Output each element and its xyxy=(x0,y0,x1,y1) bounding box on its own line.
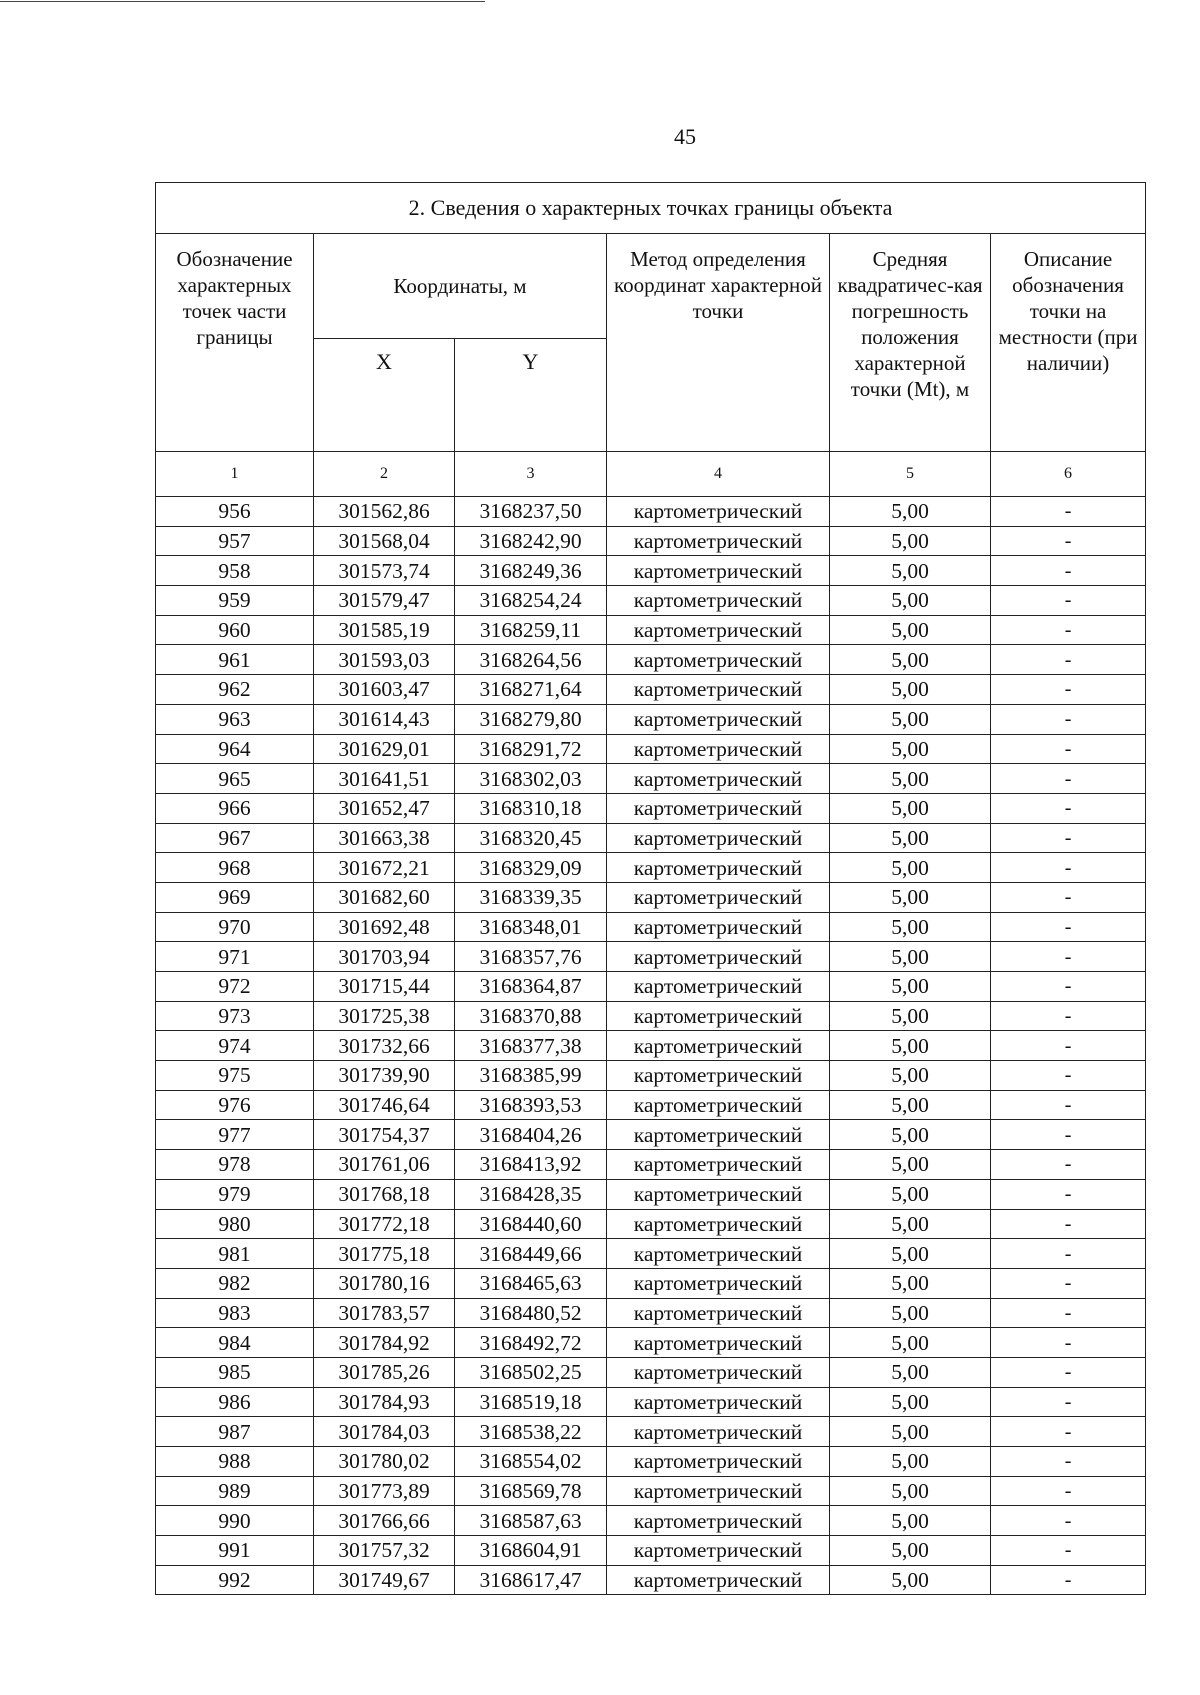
error-cell: 5,00 xyxy=(830,942,991,972)
y-coordinate-cell: 3168279,80 xyxy=(455,704,607,734)
table-row xyxy=(156,1001,1146,1031)
error-cell: 5,00 xyxy=(830,556,991,586)
y-coordinate-cell: 3168339,35 xyxy=(455,882,607,912)
y-coordinate-cell: 3168554,02 xyxy=(455,1447,607,1477)
y-coordinate-cell: 3168440,60 xyxy=(455,1209,607,1239)
table-row xyxy=(156,793,1146,823)
description-cell: - xyxy=(991,823,1146,853)
error-cell: 5,00 xyxy=(830,526,991,556)
error-cell: 5,00 xyxy=(830,823,991,853)
page-number: 45 xyxy=(674,124,696,149)
table-row xyxy=(156,1239,1146,1269)
description-cell: - xyxy=(991,793,1146,823)
error-cell: 5,00 xyxy=(830,1209,991,1239)
y-coordinate-cell: 3168587,63 xyxy=(455,1506,607,1536)
table-row xyxy=(156,1536,1146,1566)
description-cell: - xyxy=(991,1387,1146,1417)
x-coordinate-cell: 301579,47 xyxy=(314,586,455,616)
description-cell: - xyxy=(991,675,1146,705)
method-cell: картометрический xyxy=(607,1179,830,1209)
table-row xyxy=(156,526,1146,556)
table-row xyxy=(156,882,1146,912)
method-cell: картометрический xyxy=(607,1150,830,1180)
column-number: 2 xyxy=(314,452,455,497)
y-coordinate-cell: 3168428,35 xyxy=(455,1179,607,1209)
x-coordinate-cell: 301784,03 xyxy=(314,1417,455,1447)
y-coordinate-cell: 3168370,88 xyxy=(455,1001,607,1031)
method-cell: картометрический xyxy=(607,853,830,883)
description-cell: - xyxy=(991,1001,1146,1031)
y-coordinate-cell: 3168604,91 xyxy=(455,1536,607,1566)
x-coordinate-cell: 301573,74 xyxy=(314,556,455,586)
description-cell: - xyxy=(991,1506,1146,1536)
point-id-cell: 968 xyxy=(156,853,314,883)
error-cell: 5,00 xyxy=(830,1476,991,1506)
y-coordinate-cell: 3168413,92 xyxy=(455,1150,607,1180)
description-cell: - xyxy=(991,526,1146,556)
error-cell: 5,00 xyxy=(830,704,991,734)
description-cell: - xyxy=(991,882,1146,912)
method-cell: картометрический xyxy=(607,526,830,556)
error-cell: 5,00 xyxy=(830,1565,991,1595)
point-id-cell: 986 xyxy=(156,1387,314,1417)
method-cell: картометрический xyxy=(607,1357,830,1387)
method-cell: картометрический xyxy=(607,1061,830,1091)
header-x: X xyxy=(314,339,455,452)
table-row xyxy=(156,1061,1146,1091)
x-coordinate-cell: 301629,01 xyxy=(314,734,455,764)
point-id-cell: 965 xyxy=(156,764,314,794)
point-id-cell: 987 xyxy=(156,1417,314,1447)
x-coordinate-cell: 301746,64 xyxy=(314,1090,455,1120)
point-id-cell: 956 xyxy=(156,497,314,527)
x-coordinate-cell: 301761,06 xyxy=(314,1150,455,1180)
description-cell: - xyxy=(991,1357,1146,1387)
x-coordinate-cell: 301784,92 xyxy=(314,1328,455,1358)
description-cell: - xyxy=(991,1417,1146,1447)
error-cell: 5,00 xyxy=(830,645,991,675)
description-cell: - xyxy=(991,1298,1146,1328)
table-row xyxy=(156,1150,1146,1180)
description-cell: - xyxy=(991,1150,1146,1180)
method-cell: картометрический xyxy=(607,882,830,912)
table-row xyxy=(156,704,1146,734)
x-coordinate-cell: 301780,16 xyxy=(314,1268,455,1298)
y-coordinate-cell: 3168480,52 xyxy=(455,1298,607,1328)
error-cell: 5,00 xyxy=(830,1150,991,1180)
column-number: 4 xyxy=(607,452,830,497)
table-row xyxy=(156,1209,1146,1239)
column-number: 6 xyxy=(991,452,1146,497)
table-row xyxy=(156,1476,1146,1506)
x-coordinate-cell: 301732,66 xyxy=(314,1031,455,1061)
point-id-cell: 989 xyxy=(156,1476,314,1506)
x-coordinate-cell: 301562,86 xyxy=(314,497,455,527)
point-id-cell: 985 xyxy=(156,1357,314,1387)
point-id-cell: 979 xyxy=(156,1179,314,1209)
point-id-cell: 982 xyxy=(156,1268,314,1298)
error-cell: 5,00 xyxy=(830,764,991,794)
y-coordinate-cell: 3168492,72 xyxy=(455,1328,607,1358)
description-cell: - xyxy=(991,1179,1146,1209)
y-coordinate-cell: 3168242,90 xyxy=(455,526,607,556)
description-cell: - xyxy=(991,1239,1146,1269)
table-row xyxy=(156,1298,1146,1328)
error-cell: 5,00 xyxy=(830,1120,991,1150)
method-cell: картометрический xyxy=(607,1298,830,1328)
method-cell: картометрический xyxy=(607,1387,830,1417)
point-id-cell: 970 xyxy=(156,912,314,942)
point-id-cell: 977 xyxy=(156,1120,314,1150)
x-coordinate-cell: 301715,44 xyxy=(314,972,455,1002)
error-cell: 5,00 xyxy=(830,1447,991,1477)
point-id-cell: 971 xyxy=(156,942,314,972)
x-coordinate-cell: 301749,67 xyxy=(314,1565,455,1595)
table-row xyxy=(156,1090,1146,1120)
point-id-cell: 967 xyxy=(156,823,314,853)
table-row xyxy=(156,1447,1146,1477)
point-id-cell: 961 xyxy=(156,645,314,675)
error-cell: 5,00 xyxy=(830,1179,991,1209)
description-cell: - xyxy=(991,1536,1146,1566)
table-row xyxy=(156,1120,1146,1150)
description-cell: - xyxy=(991,1447,1146,1477)
description-cell: - xyxy=(991,586,1146,616)
error-cell: 5,00 xyxy=(830,1387,991,1417)
method-cell: картометрический xyxy=(607,793,830,823)
method-cell: картометрический xyxy=(607,1268,830,1298)
x-coordinate-cell: 301768,18 xyxy=(314,1179,455,1209)
method-cell: картометрический xyxy=(607,764,830,794)
table-row xyxy=(156,1179,1146,1209)
table-row xyxy=(156,1417,1146,1447)
table-row xyxy=(156,1506,1146,1536)
method-cell: картометрический xyxy=(607,615,830,645)
header-method: Метод определения координат характерной точки xyxy=(607,234,830,452)
method-cell: картометрический xyxy=(607,972,830,1002)
table-row xyxy=(156,912,1146,942)
x-coordinate-cell: 301754,37 xyxy=(314,1120,455,1150)
error-cell: 5,00 xyxy=(830,1239,991,1269)
y-coordinate-cell: 3168404,26 xyxy=(455,1120,607,1150)
table-row xyxy=(156,1565,1146,1595)
error-cell: 5,00 xyxy=(830,1001,991,1031)
x-coordinate-cell: 301773,89 xyxy=(314,1476,455,1506)
error-cell: 5,00 xyxy=(830,1268,991,1298)
header-coordinates-cell xyxy=(314,234,607,339)
x-coordinate-cell: 301780,02 xyxy=(314,1447,455,1477)
header-mean-error: Средняя квадратичес-кая погрешность положения характерной точки (Mt), м xyxy=(830,234,991,452)
point-id-cell: 958 xyxy=(156,556,314,586)
method-cell: картометрический xyxy=(607,1476,830,1506)
error-cell: 5,00 xyxy=(830,675,991,705)
column-number: 1 xyxy=(156,452,314,497)
table-row xyxy=(156,556,1146,586)
y-coordinate-cell: 3168271,64 xyxy=(455,675,607,705)
error-cell: 5,00 xyxy=(830,853,991,883)
method-cell: картометрический xyxy=(607,912,830,942)
x-coordinate-cell: 301725,38 xyxy=(314,1001,455,1031)
method-cell: картометрический xyxy=(607,1506,830,1536)
header-coordinates: Координаты, м xyxy=(393,274,527,298)
description-cell: - xyxy=(991,942,1146,972)
description-cell: - xyxy=(991,1120,1146,1150)
x-coordinate-cell: 301772,18 xyxy=(314,1209,455,1239)
y-coordinate-cell: 3168465,63 xyxy=(455,1268,607,1298)
y-coordinate-cell: 3168569,78 xyxy=(455,1476,607,1506)
point-id-cell: 966 xyxy=(156,793,314,823)
point-id-cell: 976 xyxy=(156,1090,314,1120)
x-coordinate-cell: 301568,04 xyxy=(314,526,455,556)
point-id-cell: 988 xyxy=(156,1447,314,1477)
error-cell: 5,00 xyxy=(830,793,991,823)
table-row xyxy=(156,942,1146,972)
y-coordinate-cell: 3168502,25 xyxy=(455,1357,607,1387)
top-rule xyxy=(0,1,485,2)
method-cell: картометрический xyxy=(607,1565,830,1595)
description-cell: - xyxy=(991,1209,1146,1239)
y-coordinate-cell: 3168617,47 xyxy=(455,1565,607,1595)
table-header xyxy=(156,183,1146,497)
point-id-cell: 963 xyxy=(156,704,314,734)
method-cell: картометрический xyxy=(607,1031,830,1061)
description-cell: - xyxy=(991,1476,1146,1506)
error-cell: 5,00 xyxy=(830,1328,991,1358)
y-coordinate-cell: 3168237,50 xyxy=(455,497,607,527)
x-coordinate-cell: 301663,38 xyxy=(314,823,455,853)
method-cell: картометрический xyxy=(607,1328,830,1358)
error-cell: 5,00 xyxy=(830,1090,991,1120)
y-coordinate-cell: 3168249,36 xyxy=(455,556,607,586)
x-coordinate-cell: 301783,57 xyxy=(314,1298,455,1328)
y-coordinate-cell: 3168254,24 xyxy=(455,586,607,616)
x-coordinate-cell: 301682,60 xyxy=(314,882,455,912)
description-cell: - xyxy=(991,912,1146,942)
error-cell: 5,00 xyxy=(830,882,991,912)
y-coordinate-cell: 3168310,18 xyxy=(455,793,607,823)
description-cell: - xyxy=(991,764,1146,794)
description-cell: - xyxy=(991,1565,1146,1595)
method-cell: картометрический xyxy=(607,675,830,705)
y-coordinate-cell: 3168302,03 xyxy=(455,764,607,794)
description-cell: - xyxy=(991,645,1146,675)
x-coordinate-cell: 301703,94 xyxy=(314,942,455,972)
table-row xyxy=(156,764,1146,794)
table-row xyxy=(156,1268,1146,1298)
error-cell: 5,00 xyxy=(830,1536,991,1566)
point-id-cell: 973 xyxy=(156,1001,314,1031)
method-cell: картометрический xyxy=(607,497,830,527)
description-cell: - xyxy=(991,704,1146,734)
method-cell: картометрический xyxy=(607,704,830,734)
point-id-cell: 983 xyxy=(156,1298,314,1328)
error-cell: 5,00 xyxy=(830,497,991,527)
table-row xyxy=(156,1328,1146,1358)
method-cell: картометрический xyxy=(607,1001,830,1031)
y-coordinate-cell: 3168329,09 xyxy=(455,853,607,883)
point-id-cell: 957 xyxy=(156,526,314,556)
y-coordinate-cell: 3168357,76 xyxy=(455,942,607,972)
x-coordinate-cell: 301785,26 xyxy=(314,1357,455,1387)
y-coordinate-cell: 3168377,38 xyxy=(455,1031,607,1061)
description-cell: - xyxy=(991,1061,1146,1091)
description-cell: - xyxy=(991,1090,1146,1120)
y-coordinate-cell: 3168364,87 xyxy=(455,972,607,1002)
y-coordinate-cell: 3168348,01 xyxy=(455,912,607,942)
method-cell: картометрический xyxy=(607,734,830,764)
table-row xyxy=(156,586,1146,616)
description-cell: - xyxy=(991,497,1146,527)
description-cell: - xyxy=(991,615,1146,645)
method-cell: картометрический xyxy=(607,942,830,972)
error-cell: 5,00 xyxy=(830,972,991,1002)
y-coordinate-cell: 3168320,45 xyxy=(455,823,607,853)
boundary-points-table xyxy=(155,182,1146,1595)
method-cell: картометрический xyxy=(607,1447,830,1477)
y-coordinate-cell: 3168259,11 xyxy=(455,615,607,645)
description-cell: - xyxy=(991,556,1146,586)
error-cell: 5,00 xyxy=(830,912,991,942)
error-cell: 5,00 xyxy=(830,1357,991,1387)
header-description: Описание обозначения точки на местности (при наличии) xyxy=(991,234,1146,452)
point-id-cell: 972 xyxy=(156,972,314,1002)
error-cell: 5,00 xyxy=(830,1061,991,1091)
point-id-cell: 960 xyxy=(156,615,314,645)
description-cell: - xyxy=(991,972,1146,1002)
table-row xyxy=(156,823,1146,853)
point-id-cell: 959 xyxy=(156,586,314,616)
description-cell: - xyxy=(991,1031,1146,1061)
x-coordinate-cell: 301784,93 xyxy=(314,1387,455,1417)
x-coordinate-cell: 301757,32 xyxy=(314,1536,455,1566)
error-cell: 5,00 xyxy=(830,1417,991,1447)
method-cell: картометрический xyxy=(607,1090,830,1120)
column-number: 5 xyxy=(830,452,991,497)
point-id-cell: 962 xyxy=(156,675,314,705)
column-number: 3 xyxy=(455,452,607,497)
y-coordinate-cell: 3168385,99 xyxy=(455,1061,607,1091)
x-coordinate-cell: 301766,66 xyxy=(314,1506,455,1536)
error-cell: 5,00 xyxy=(830,615,991,645)
point-id-cell: 974 xyxy=(156,1031,314,1061)
point-id-cell: 975 xyxy=(156,1061,314,1091)
x-coordinate-cell: 301641,51 xyxy=(314,764,455,794)
method-cell: картометрический xyxy=(607,1536,830,1566)
y-coordinate-cell: 3168538,22 xyxy=(455,1417,607,1447)
table-row xyxy=(156,497,1146,527)
error-cell: 5,00 xyxy=(830,586,991,616)
description-cell: - xyxy=(991,734,1146,764)
x-coordinate-cell: 301614,43 xyxy=(314,704,455,734)
y-coordinate-cell: 3168393,53 xyxy=(455,1090,607,1120)
header-point-designation: Обозначение характерных точек части границы xyxy=(156,234,314,452)
table-row xyxy=(156,1357,1146,1387)
error-cell: 5,00 xyxy=(830,1298,991,1328)
error-cell: 5,00 xyxy=(830,1031,991,1061)
method-cell: картометрический xyxy=(607,645,830,675)
error-cell: 5,00 xyxy=(830,1506,991,1536)
method-cell: картометрический xyxy=(607,823,830,853)
x-coordinate-cell: 301585,19 xyxy=(314,615,455,645)
point-id-cell: 990 xyxy=(156,1506,314,1536)
table-row xyxy=(156,853,1146,883)
method-cell: картометрический xyxy=(607,1120,830,1150)
error-cell: 5,00 xyxy=(830,734,991,764)
table-row xyxy=(156,645,1146,675)
method-cell: картометрический xyxy=(607,1417,830,1447)
header-y: Y xyxy=(455,339,607,452)
method-cell: картометрический xyxy=(607,586,830,616)
point-id-cell: 981 xyxy=(156,1239,314,1269)
description-cell: - xyxy=(991,1328,1146,1358)
column-numbers-row xyxy=(156,452,1146,497)
y-coordinate-cell: 3168291,72 xyxy=(455,734,607,764)
x-coordinate-cell: 301739,90 xyxy=(314,1061,455,1091)
point-id-cell: 980 xyxy=(156,1209,314,1239)
y-coordinate-cell: 3168449,66 xyxy=(455,1239,607,1269)
point-id-cell: 992 xyxy=(156,1565,314,1595)
point-id-cell: 978 xyxy=(156,1150,314,1180)
table-row xyxy=(156,675,1146,705)
description-cell: - xyxy=(991,853,1146,883)
table-row xyxy=(156,972,1146,1002)
table-title: 2. Сведения о характерных точках границы объекта xyxy=(156,183,1146,234)
x-coordinate-cell: 301672,21 xyxy=(314,853,455,883)
method-cell: картометрический xyxy=(607,556,830,586)
x-coordinate-cell: 301652,47 xyxy=(314,793,455,823)
table-row xyxy=(156,734,1146,764)
method-cell: картометрический xyxy=(607,1209,830,1239)
point-id-cell: 969 xyxy=(156,882,314,912)
x-coordinate-cell: 301603,47 xyxy=(314,675,455,705)
table-row xyxy=(156,1031,1146,1061)
x-coordinate-cell: 301593,03 xyxy=(314,645,455,675)
point-id-cell: 964 xyxy=(156,734,314,764)
table-row xyxy=(156,615,1146,645)
method-cell: картометрический xyxy=(607,1239,830,1269)
point-id-cell: 984 xyxy=(156,1328,314,1358)
y-coordinate-cell: 3168519,18 xyxy=(455,1387,607,1417)
table-row xyxy=(156,1387,1146,1417)
table-body xyxy=(156,497,1146,1595)
x-coordinate-cell: 301775,18 xyxy=(314,1239,455,1269)
y-coordinate-cell: 3168264,56 xyxy=(455,645,607,675)
x-coordinate-cell: 301692,48 xyxy=(314,912,455,942)
description-cell: - xyxy=(991,1268,1146,1298)
point-id-cell: 991 xyxy=(156,1536,314,1566)
